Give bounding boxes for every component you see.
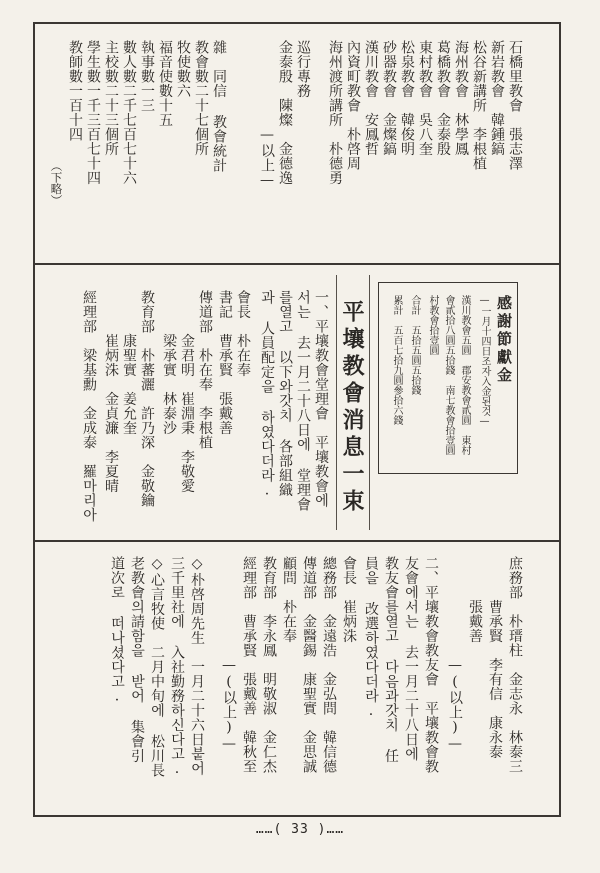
top-column: 學生數一千三百七十四	[85, 40, 101, 185]
middle-column: 傳道部 朴在奉 李根植	[197, 290, 213, 450]
middle-column: 康聖實 姜允奎	[121, 290, 137, 435]
bottom-column: —(以上)—	[221, 556, 237, 753]
donation-line: 漢川教會五圓 郡安教會貳圓 東村	[459, 295, 470, 455]
top-column: 教師數一百十四	[67, 40, 83, 142]
bottom-column: 會長 崔炳洙	[341, 556, 357, 643]
page-number: ……( 33 )……	[255, 822, 345, 837]
top-column: 主校數二十三個所	[103, 40, 119, 156]
middle-column: 崔炳洙 金貞濂 李夏晴	[103, 290, 119, 493]
top-column: 內資町教會 朴啓周	[345, 40, 361, 171]
middle-column: 金君明 崔淵秉 李敬愛	[179, 290, 195, 493]
donation-line: 合計 五拾五圓五拾錢	[409, 295, 420, 395]
bottom-column: ◇朴啓周先生 一月二十六日붙어	[189, 556, 205, 776]
top-column: 新岩教會 韓鍾鎬	[489, 40, 505, 156]
section-divider-top	[33, 263, 561, 265]
bottom-column: 庶務部 朴瑨柱 金志永 林泰三	[507, 556, 523, 774]
donation-box	[378, 282, 518, 474]
top-column: 雜 同信 教會統計	[211, 40, 227, 173]
top-column: 執事數一三	[139, 40, 155, 113]
donation-subtitle: —一月十四日조자入金된것—	[479, 295, 490, 427]
top-column: 數人數二千七百七十六	[121, 40, 137, 185]
bottom-column: 老教會의請함을 받어 集會引	[129, 556, 145, 763]
top-column: 金泰殷 陳燦 金德逸	[277, 40, 293, 185]
middle-column: 一、平壤教會堂理會 平壤教會에	[313, 290, 329, 508]
top-column: 石橋里教會 張志澤	[507, 40, 523, 171]
bottom-column: 教友會를열고 다음과갓치 任	[383, 556, 399, 763]
donation-line: 村教會拾壹圓	[427, 295, 438, 355]
middle-column-rule	[336, 275, 337, 530]
bottom-column: ◇心言牧使 二月中旬에 松川長	[149, 556, 165, 778]
top-column: 教會數二十七個所	[193, 40, 209, 156]
top-column: （下略）	[49, 160, 64, 206]
section-heading: 平壤教會消息一束	[339, 300, 365, 516]
top-column: 海州渡所講所 朴德勇	[327, 40, 343, 185]
bottom-column: 友會에서는 去一月二十八日에	[403, 556, 419, 761]
middle-column: 教育部 朴蕃灑 許乃深 金敬鑰	[139, 290, 155, 508]
bottom-column: 顧問 朴在奉	[281, 556, 297, 643]
top-column: 松谷新講所 李根植	[471, 40, 487, 171]
donation-title: 感謝節獻金	[495, 295, 513, 385]
bottom-column: 張戴善	[467, 556, 483, 643]
top-column: 松泉教會 韓俊明	[399, 40, 415, 156]
top-column: 砂器教會 金燦鎬	[381, 40, 397, 156]
middle-column: 梁承實 林泰沙	[161, 290, 177, 435]
bottom-column: —(以上)—	[447, 556, 463, 753]
top-column: —以上—	[259, 40, 275, 189]
bottom-column: 總務部 金遠浩 金弘問 韓信德	[321, 556, 337, 774]
donation-line: 會貳拾八圓五拾錢 南七教會拾壹圓	[443, 295, 454, 455]
bottom-column: 三千里社에 入社勤務하신다고.	[169, 556, 185, 778]
middle-column-rule-2	[369, 275, 370, 530]
section-divider-bottom	[33, 540, 561, 542]
middle-column: 과 人員配定을 하였다더라.	[259, 290, 275, 499]
bottom-column: 道次로 떠나셨다고.	[109, 556, 125, 705]
bottom-column: 曹承賢 李有信 康永泰	[487, 556, 503, 759]
top-column: 漢川教會 安鳳哲	[363, 40, 379, 156]
middle-column: 를열고 以下와갓치 各部組織	[277, 290, 293, 497]
bottom-column: 員을 改選하였다더라.	[363, 556, 379, 720]
top-column: 巡行專務	[295, 40, 311, 98]
top-column: 葛橋教會 金泰殷	[435, 40, 451, 156]
donation-line: 累計 五百七拾九圓參拾六錢	[391, 295, 402, 425]
top-column: 東村教會 吳八奎	[417, 40, 433, 156]
bottom-column: 經理部 曹承賢 張戴善 韓秋至	[241, 556, 257, 774]
middle-column: 書記 曹承賢 張戴善	[217, 290, 233, 435]
top-column: 海州教會 林學鳳	[453, 40, 469, 156]
bottom-column: 二、平壤教會教友會 平壤教會教	[423, 556, 439, 774]
bottom-column: 傳道部 金醫錫 康聖實 金思誠	[301, 556, 317, 774]
top-column: 牧使數六	[175, 40, 191, 98]
bottom-column: 教育部 李永鳳 明敬淑 金仁杰	[261, 556, 277, 774]
middle-column: 서는 去一月二十八日에 堂理會	[295, 290, 311, 512]
top-column: 福音使數十五	[157, 40, 173, 127]
middle-column: 經理部 梁基勳 金成泰 羅마리아	[81, 290, 97, 522]
middle-column: 會長 朴在奉	[235, 290, 251, 377]
